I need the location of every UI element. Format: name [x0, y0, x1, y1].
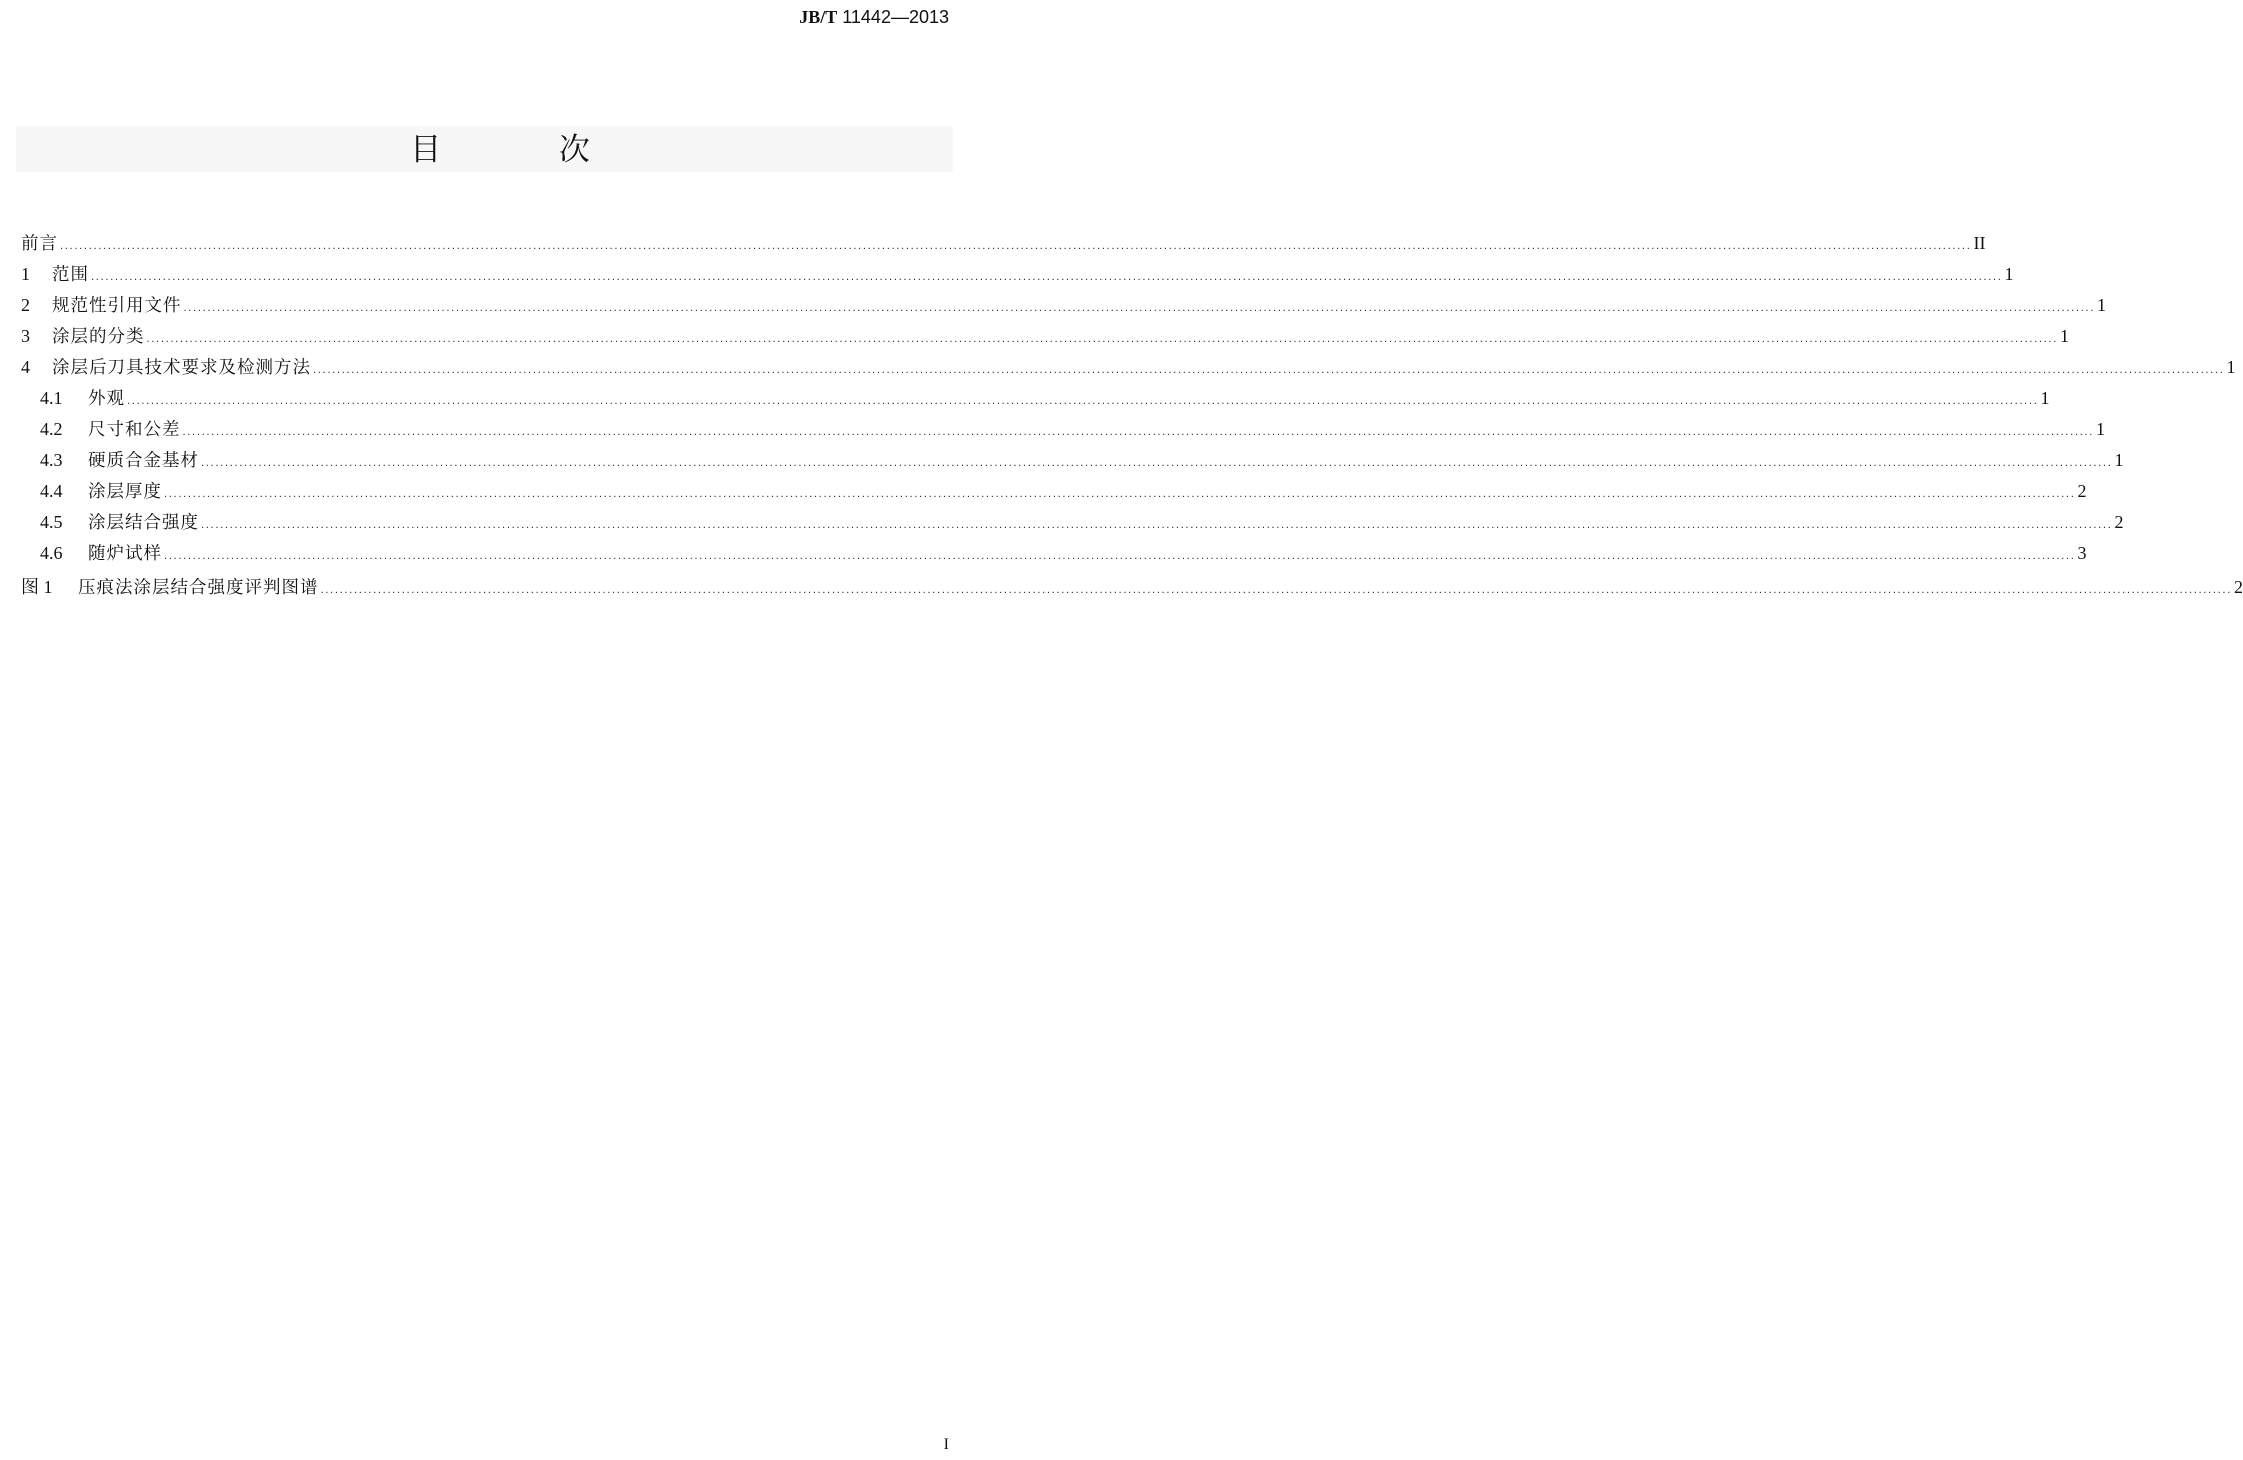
toc-entry-page: 1 — [2040, 388, 2050, 408]
toc-entry-number: 4 — [21, 357, 30, 377]
toc-entry-page: 1 — [2114, 450, 2124, 470]
toc-entry-page: 1 — [2226, 357, 2236, 377]
toc-entry-label: 涂层的分类 — [52, 327, 145, 347]
toc-entry-label: 随炉试样 — [88, 544, 162, 564]
footer-page-number: I — [943, 1436, 949, 1453]
toc-entry-page: 2 — [2233, 577, 2243, 597]
toc-entry-label: 涂层厚度 — [88, 482, 162, 502]
toc-entry-number: 4.6 — [40, 543, 63, 563]
toc-entry-number: 3 — [21, 326, 30, 346]
toc-entry-page: 1 — [2095, 419, 2105, 439]
toc-entry-number: 2 — [21, 295, 30, 315]
toc-entry[interactable] — [21, 290, 2106, 321]
toc-entry-page: 3 — [2077, 543, 2087, 563]
toc-entry-label: 规范性引用文件 — [52, 296, 182, 316]
toc-entry[interactable] — [21, 383, 2050, 414]
toc-entry-label: 前言 — [21, 234, 58, 254]
toc-entry[interactable] — [21, 321, 2069, 352]
toc-entry-label: 涂层后刀具技术要求及检测方法 — [52, 358, 311, 378]
toc-dot-leader: ................................................................................................................................................................................................................................................................................................................................................................................................................ — [91, 272, 2003, 283]
toc-entry-page: 2 — [2077, 481, 2087, 501]
toc-entry-number: 4.5 — [40, 512, 63, 532]
toc-entry-page: 1 — [2096, 295, 2106, 315]
toc-dot-leader: ................................................................................................................................................................................................................................................................................................................................................................................................................ — [146, 334, 2058, 345]
toc-dot-leader: ................................................................................................................................................................................................................................................................................................................................................................................................................ — [320, 585, 2232, 596]
toc-entry[interactable] — [21, 352, 2236, 383]
toc-dot-leader: ................................................................................................................................................................................................................................................................................................................................................................................................................ — [164, 551, 2076, 562]
toc-entry-number: 1 — [21, 264, 30, 284]
toc-entry-page: 2 — [2114, 512, 2124, 532]
standard-code — [799, 7, 949, 28]
toc-entry-label: 硬质合金基材 — [88, 451, 199, 471]
toc-dot-leader: ................................................................................................................................................................................................................................................................................................................................................................................................................ — [201, 458, 2113, 469]
toc-entry[interactable] — [21, 445, 2124, 476]
toc-dot-leader: ................................................................................................................................................................................................................................................................................................................................................................................................................ — [183, 303, 2095, 314]
toc-entry-label: 压痕法涂层结合强度评判图谱 — [78, 578, 319, 598]
toc-entry[interactable] — [21, 228, 1986, 259]
standard-prefix: JB/T — [799, 7, 838, 27]
toc-entry-page: 1 — [2004, 264, 2014, 284]
toc-entry-label: 涂层结合强度 — [88, 513, 199, 533]
toc-figure-entry[interactable] — [21, 570, 2243, 604]
toc-entry-label: 外观 — [88, 389, 125, 409]
toc-entry[interactable] — [21, 507, 2124, 538]
toc-entry[interactable] — [21, 414, 2105, 445]
toc-entry-label: 尺寸和公差 — [88, 420, 181, 440]
toc-dot-leader: ................................................................................................................................................................................................................................................................................................................................................................................................................ — [313, 365, 2225, 376]
toc-entry-number: 4.3 — [40, 450, 63, 470]
toc-entry-number: 图 1 — [21, 577, 53, 597]
toc-entry-page: 1 — [2059, 326, 2069, 346]
table-of-contents — [21, 228, 2243, 604]
toc-dot-leader: ................................................................................................................................................................................................................................................................................................................................................................................................................ — [164, 489, 2076, 500]
toc-entry-number: 4.4 — [40, 481, 63, 501]
toc-entry-number: 4.2 — [40, 419, 63, 439]
toc-entry-number: 4.1 — [40, 388, 63, 408]
standard-number: 11442—2013 — [842, 7, 949, 27]
toc-dot-leader: ................................................................................................................................................................................................................................................................................................................................................................................................................ — [60, 241, 1972, 252]
page-title: 目 次 — [410, 132, 644, 168]
toc-dot-leader: ................................................................................................................................................................................................................................................................................................................................................................................................................ — [182, 427, 2094, 438]
toc-entry-label: 范围 — [52, 265, 89, 285]
toc-entry[interactable] — [21, 259, 2014, 290]
toc-dot-leader: ................................................................................................................................................................................................................................................................................................................................................................................................................ — [201, 520, 2113, 531]
toc-entry[interactable] — [21, 476, 2087, 507]
toc-dot-leader: ................................................................................................................................................................................................................................................................................................................................................................................................................ — [127, 396, 2039, 407]
toc-entry[interactable] — [21, 538, 2087, 569]
toc-entry-page: II — [1973, 233, 1986, 253]
